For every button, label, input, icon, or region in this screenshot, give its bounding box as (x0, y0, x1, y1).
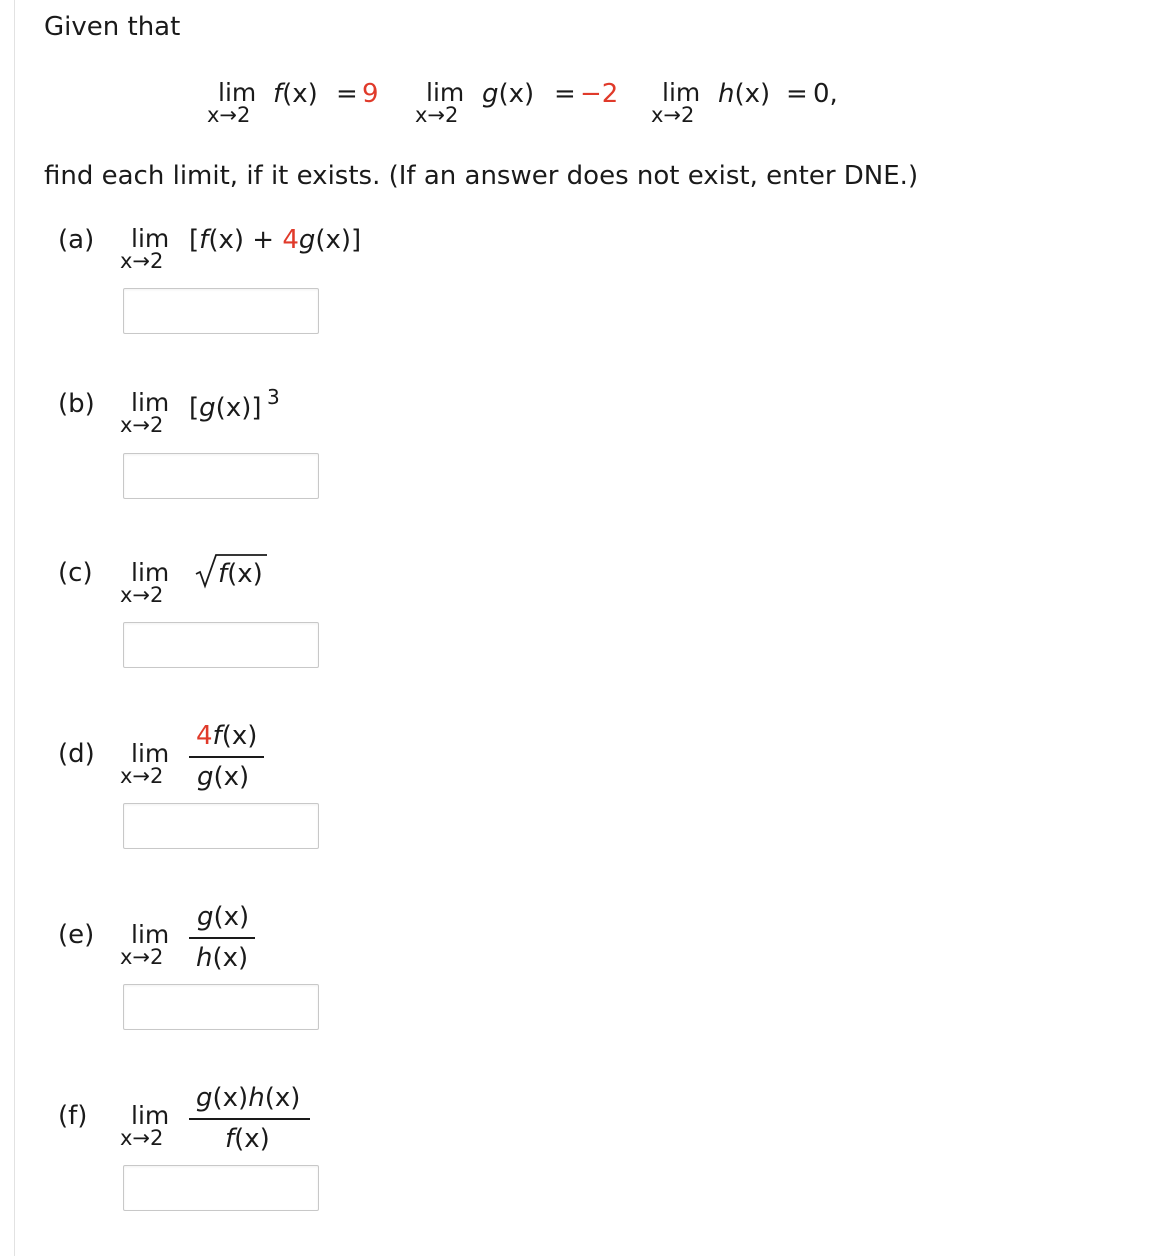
lim-label: lim (426, 78, 465, 107)
lim-subscript: x→2 (415, 103, 459, 127)
fraction-bar (189, 756, 264, 758)
value-f: 9 (362, 79, 379, 109)
lim-subscript: x→2 (120, 413, 164, 437)
lim-subscript: x→2 (120, 945, 164, 969)
lim-subscript: x→2 (651, 103, 695, 127)
function-f: f(x) (273, 79, 318, 109)
lim-label: lim (218, 78, 257, 107)
part-label: (e) (58, 920, 95, 950)
expression: [f(x) + 4g(x)] (189, 225, 362, 255)
lim-subscript: x→2 (120, 764, 164, 788)
left-border-line (14, 0, 15, 1256)
equals-sign: = (336, 79, 358, 109)
expression: [g(x)] (189, 393, 262, 423)
part-label: (a) (58, 225, 95, 255)
value-g: −2 (580, 79, 619, 109)
lim-label: lim (131, 920, 170, 949)
lim-subscript: x→2 (120, 249, 164, 273)
intro-text: Given that (44, 12, 181, 42)
answer-input-d[interactable] (123, 803, 319, 849)
answer-input-e[interactable] (123, 984, 319, 1030)
numerator: g(x)h(x) (196, 1083, 301, 1113)
instruction-text: find each limit, if it exists. (If an answer does not exist, enter DNE.) (44, 161, 919, 191)
numerator: g(x) (197, 902, 250, 932)
function-h: h(x) (718, 79, 771, 109)
lim-label: lim (131, 739, 170, 768)
lim-label: lim (131, 558, 170, 587)
numerator: 4f(x) (196, 721, 258, 751)
part-label: (c) (58, 558, 93, 588)
lim-label: lim (662, 78, 701, 107)
denominator: g(x) (197, 762, 250, 792)
answer-input-a[interactable] (123, 288, 319, 334)
answer-input-c[interactable] (123, 622, 319, 668)
answer-input-b[interactable] (123, 453, 319, 499)
denominator: f(x) (225, 1124, 270, 1154)
lim-label: lim (131, 224, 170, 253)
lim-subscript: x→2 (207, 103, 251, 127)
answer-input-f[interactable] (123, 1165, 319, 1211)
lim-label: lim (131, 388, 170, 417)
lim-subscript: x→2 (120, 583, 164, 607)
fraction-bar (189, 937, 255, 939)
lim-subscript: x→2 (120, 1126, 164, 1150)
expression: f(x) (218, 559, 263, 589)
lim-label: lim (131, 1101, 170, 1130)
part-label: (b) (58, 389, 95, 419)
exponent: 3 (267, 385, 280, 409)
value-h: 0, (813, 79, 838, 109)
denominator: h(x) (196, 943, 249, 973)
function-g: g(x) (482, 79, 535, 109)
fraction-bar (189, 1118, 310, 1120)
equals-sign: = (554, 79, 576, 109)
part-label: (f) (58, 1101, 88, 1131)
part-label: (d) (58, 739, 95, 769)
equals-sign: = (786, 79, 808, 109)
